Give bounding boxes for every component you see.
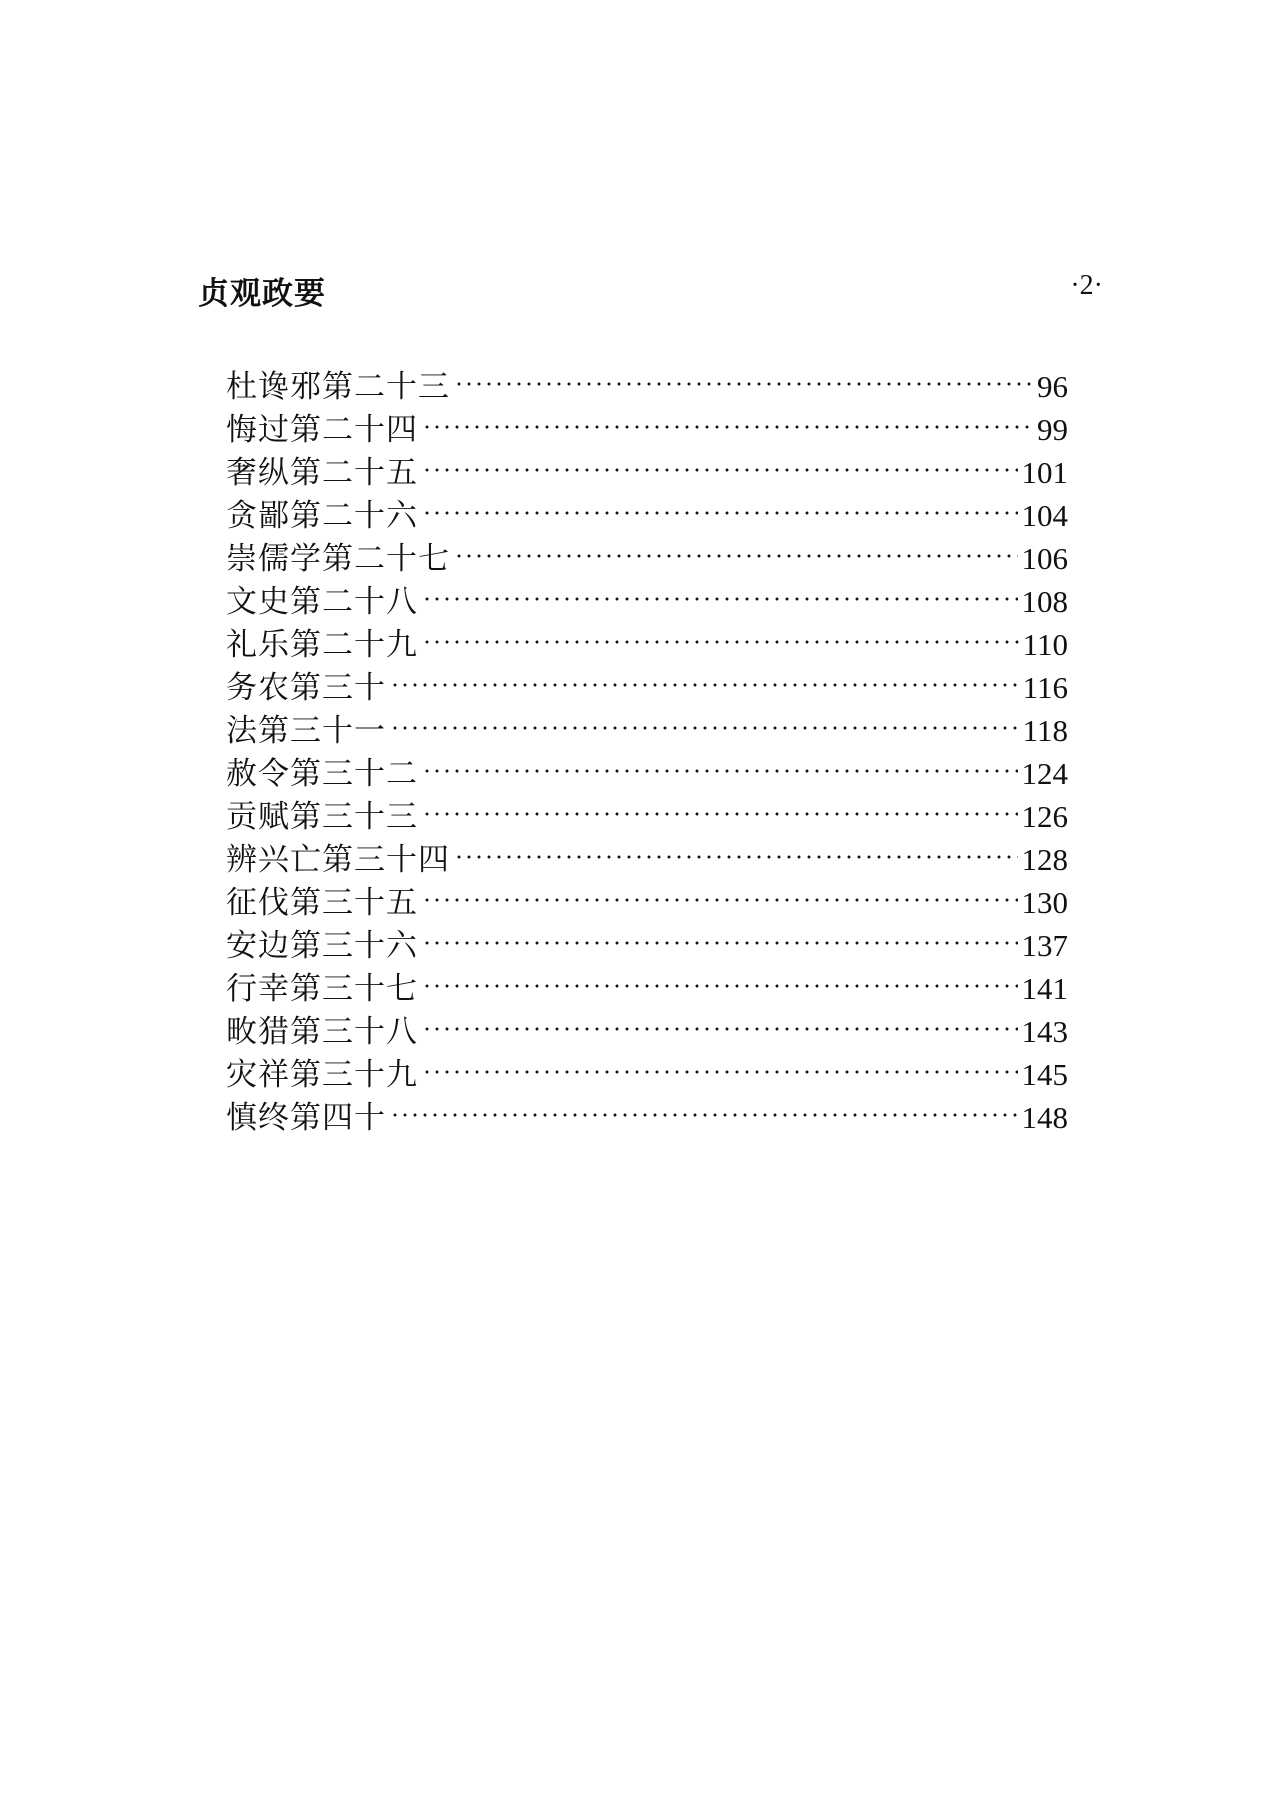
- toc-entry-page: 99: [1037, 412, 1068, 447]
- toc-entry-title: 畋猎第三十八: [226, 1014, 418, 1050]
- toc-entry-title: 征伐第三十五: [226, 885, 418, 921]
- dot-leader: [454, 827, 1018, 870]
- toc-entry-page: 130: [1021, 885, 1068, 920]
- toc-entry-page: 118: [1022, 713, 1068, 748]
- dot-leader: [454, 354, 1033, 397]
- toc-entry-title: 安边第三十六: [226, 928, 418, 964]
- dot-leader: [422, 913, 1018, 956]
- toc-entry-page: 124: [1021, 756, 1068, 791]
- toc-entry-title: 法第三十一: [226, 713, 386, 749]
- toc-entry-page: 104: [1021, 498, 1068, 533]
- toc-entry[interactable]: [226, 354, 1068, 405]
- toc-entry-page: 137: [1021, 928, 1068, 963]
- toc-entry-page: 141: [1021, 971, 1068, 1006]
- dot-leader: [422, 999, 1018, 1042]
- toc-entry-page: 108: [1021, 584, 1068, 619]
- page-number: ·2·: [1070, 270, 1103, 301]
- toc-entry-title: 贡赋第三十三: [226, 799, 418, 835]
- toc-entry-title: 辨兴亡第三十四: [226, 842, 450, 878]
- table-of-contents: [226, 354, 1068, 1136]
- toc-entry-title: 务农第三十: [226, 670, 386, 706]
- toc-entry-title: 杜谗邪第二十三: [226, 369, 450, 405]
- dot-leader: [422, 741, 1018, 784]
- dot-leader: [390, 698, 1019, 741]
- toc-entry-title: 行幸第三十七: [226, 971, 418, 1007]
- page-header: [198, 268, 1103, 318]
- dot-leader: [422, 870, 1018, 913]
- toc-entry-page: 145: [1021, 1057, 1068, 1092]
- toc-entry-page: 116: [1022, 670, 1068, 705]
- dot-leader: [422, 1042, 1018, 1085]
- toc-entry-title: 悔过第二十四: [226, 412, 418, 448]
- dot-leader: [454, 526, 1018, 569]
- toc-entry-page: 128: [1021, 842, 1068, 877]
- toc-entry-title: 崇儒学第二十七: [226, 541, 450, 577]
- toc-entry-page: 106: [1021, 541, 1068, 576]
- dot-leader: [422, 784, 1018, 827]
- toc-entry-page: 143: [1021, 1014, 1068, 1049]
- toc-entry-page: 148: [1021, 1100, 1068, 1135]
- dot-leader: [422, 440, 1018, 483]
- dot-leader: [422, 569, 1018, 612]
- toc-entry-page: 101: [1021, 455, 1068, 490]
- toc-entry-title: 礼乐第二十九: [226, 627, 418, 663]
- toc-entry-title: 赦令第三十二: [226, 756, 418, 792]
- toc-entry-page: 110: [1022, 627, 1068, 662]
- book-title: 贞观政要: [198, 276, 326, 312]
- toc-entry-title: 文史第二十八: [226, 584, 418, 620]
- dot-leader: [422, 612, 1019, 655]
- toc-entry-title: 慎终第四十: [226, 1100, 386, 1136]
- dot-leader: [390, 655, 1019, 698]
- toc-entry-title: 奢纵第二十五: [226, 455, 418, 491]
- dot-leader: [422, 397, 1033, 440]
- dot-leader: [390, 1085, 1018, 1128]
- dot-leader: [422, 483, 1018, 526]
- toc-entry-page: 126: [1021, 799, 1068, 834]
- toc-entry-title: 贪鄙第二十六: [226, 498, 418, 534]
- toc-entry-page: 96: [1037, 369, 1068, 404]
- dot-leader: [422, 956, 1018, 999]
- toc-entry-title: 灾祥第三十九: [226, 1057, 418, 1093]
